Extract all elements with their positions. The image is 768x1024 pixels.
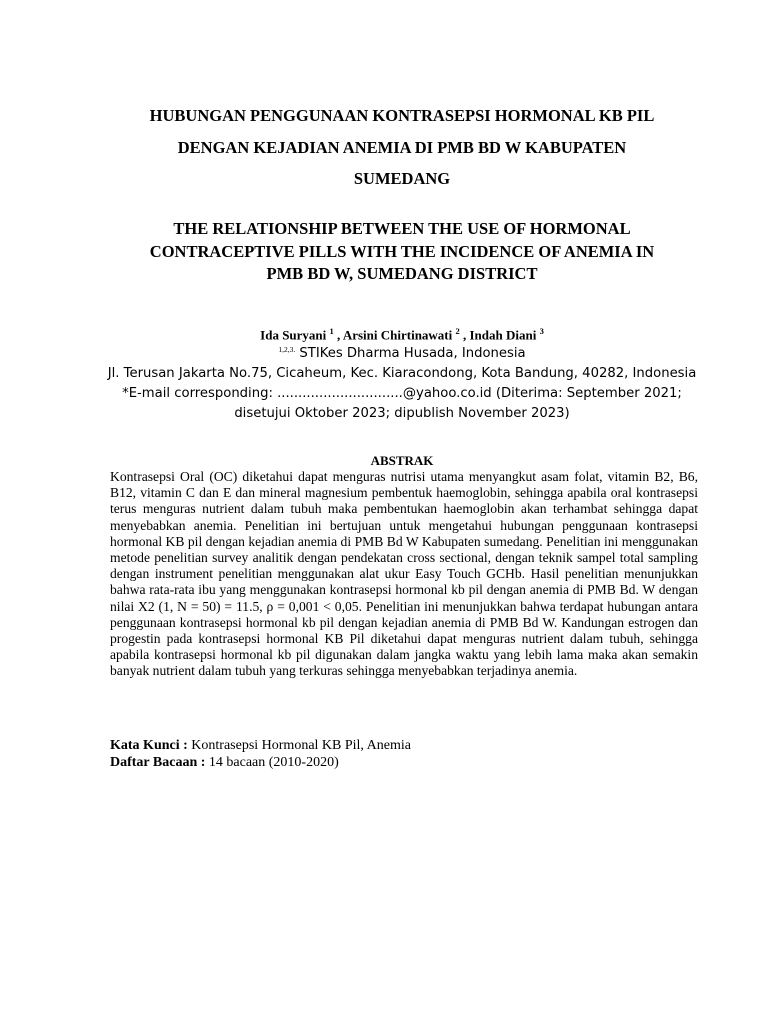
author-name: Ida Suryani: [260, 327, 327, 343]
author-list: Ida Suryani $^1$ , Arsini Chirtinawati $^2$ , Indah Diani $^3$: [260, 326, 544, 343]
abstract-line: dalam tubuh yang terkuras sehingga menyebabkan terjadinya anemia.: [198, 663, 578, 679]
email-line: *E-mail corresponding: ..............................@yahoo.co.id (Diterima: September 2021;: [122, 386, 682, 401]
address-line: Jl. Terusan Jakarta No.75, Cicaheum, Kec. Kiaracondong, Kota Bandung, 40282, Indonesia: [107, 366, 697, 381]
keywords-value: Kontrasepsi Hormonal KB Pil, Anemia: [187, 738, 411, 753]
abstract-line: menunjukkan bahwa rata-rata ibu yang menggunakan kontrasepsi hormonal kb pil dengan: [110, 566, 699, 598]
title-english-line-3: PMB BD W, SUMEDANG DISTRICT: [266, 264, 538, 283]
institution-name: STIKes Dharma Husada, Indonesia: [299, 346, 526, 361]
dates-line: disetujui Oktober 2023; dipublish November 2023): [234, 406, 570, 421]
author-superscript: 3: [539, 326, 544, 336]
abstract-line: B2, B6, B12, vitamin C dan E dan mineral magnesium pembentuk haemoglobin, sehingga: [110, 469, 698, 501]
references-value: 14 bacaan (2010-2020): [205, 754, 339, 770]
abstract-line: Kontrasepsi Oral (OC) diketahui dapat menguras nutrisi utama menyangkut asam folat, vitamin: [110, 469, 650, 484]
affiliation-block: [100, 340, 704, 424]
abstract-line: anemia di PMB Bd. W dengan nilai X2 (1, N = 50) = 11.5, ρ = 0,001 < 0,05. Penelitian ini: [110, 582, 699, 614]
abstract-line: mengetahui hubungan penggunaan kontrasepsi hormonal KB pil dengan kejadian anemia di: [110, 517, 698, 549]
title-indonesian-line-3: SUMEDANG: [353, 169, 451, 188]
author-name: Arsini Chirtinawati: [342, 327, 453, 343]
abstract-line: KB Pil diketahui dapat menguras nutrient dalam tubuh, sehingga apabila kontrasepsi hormonal: [110, 631, 698, 663]
abstract-line: akan terhambat sehingga dapat menyebabkan anemia. Penelitian ini bertujuan untuk: [110, 501, 699, 533]
abstract-heading: ABSTRAK: [370, 453, 434, 468]
title-indonesian-line-1: HUBUNGAN PENGGUNAAN KONTRASEPSI HORMONAL KB PIL: [149, 106, 655, 125]
title-indonesian: [100, 100, 704, 195]
keywords-block: [110, 738, 698, 771]
title-english-line-2: CONTRACEPTIVE PILLS WITH THE INCIDENCE OF ANEMIA IN: [149, 241, 655, 261]
keywords-line: [110, 738, 698, 755]
institution-line: [100, 340, 704, 364]
keywords-label: Kata Kunci :: [110, 738, 188, 753]
abstract-line: apabila oral kontrasepsi terus menguras nutrient dalam tubuh maka pembentukan haemoglobin: [110, 485, 698, 517]
author-superscript: 1: [329, 326, 334, 336]
title-english-line-1: THE RELATIONSHIP BETWEEN THE USE OF HORMONAL: [173, 219, 631, 238]
abstract-line: menunjukkan bahwa terdapat hubungan antara penggunaan kontrasepsi hormonal kb pil dengan: [110, 598, 698, 630]
abstract-body: [110, 469, 698, 680]
abstract-line: instrument penelitian menggunakan alat ukur Easy Touch GCHb. Hasil penelitian: [154, 566, 619, 582]
abstract-line: PMB Bd W Kabupaten sumedang. Penelitian ini menggunakan metode penelitian survey: [110, 533, 698, 566]
affiliation-superscript: 1,2,3.: [278, 345, 296, 354]
references-line: [110, 755, 698, 772]
references-label: Daftar Bacaan :: [110, 754, 206, 770]
title-indonesian-line-2: DENGAN KEJADIAN ANEMIA DI PMB BD W KABUPATEN: [177, 137, 627, 157]
abstract-line: kb pil digunakan dalam jangka waktu yang lebih lama maka akan semakin banyak nutrient: [110, 647, 698, 679]
abstract-line: kejadian anemia di PMB Bd W. Kandungan estrogen dan progestin pada kontrasepsi hormonal: [110, 614, 698, 647]
author-superscript: 2: [455, 326, 460, 336]
title-english: [100, 218, 704, 286]
author-name: Indah Diani: [469, 327, 537, 343]
abstract-line: analitik dengan pendekatan cross sectional, dengan teknik sampel total sampling dengan: [110, 550, 698, 582]
